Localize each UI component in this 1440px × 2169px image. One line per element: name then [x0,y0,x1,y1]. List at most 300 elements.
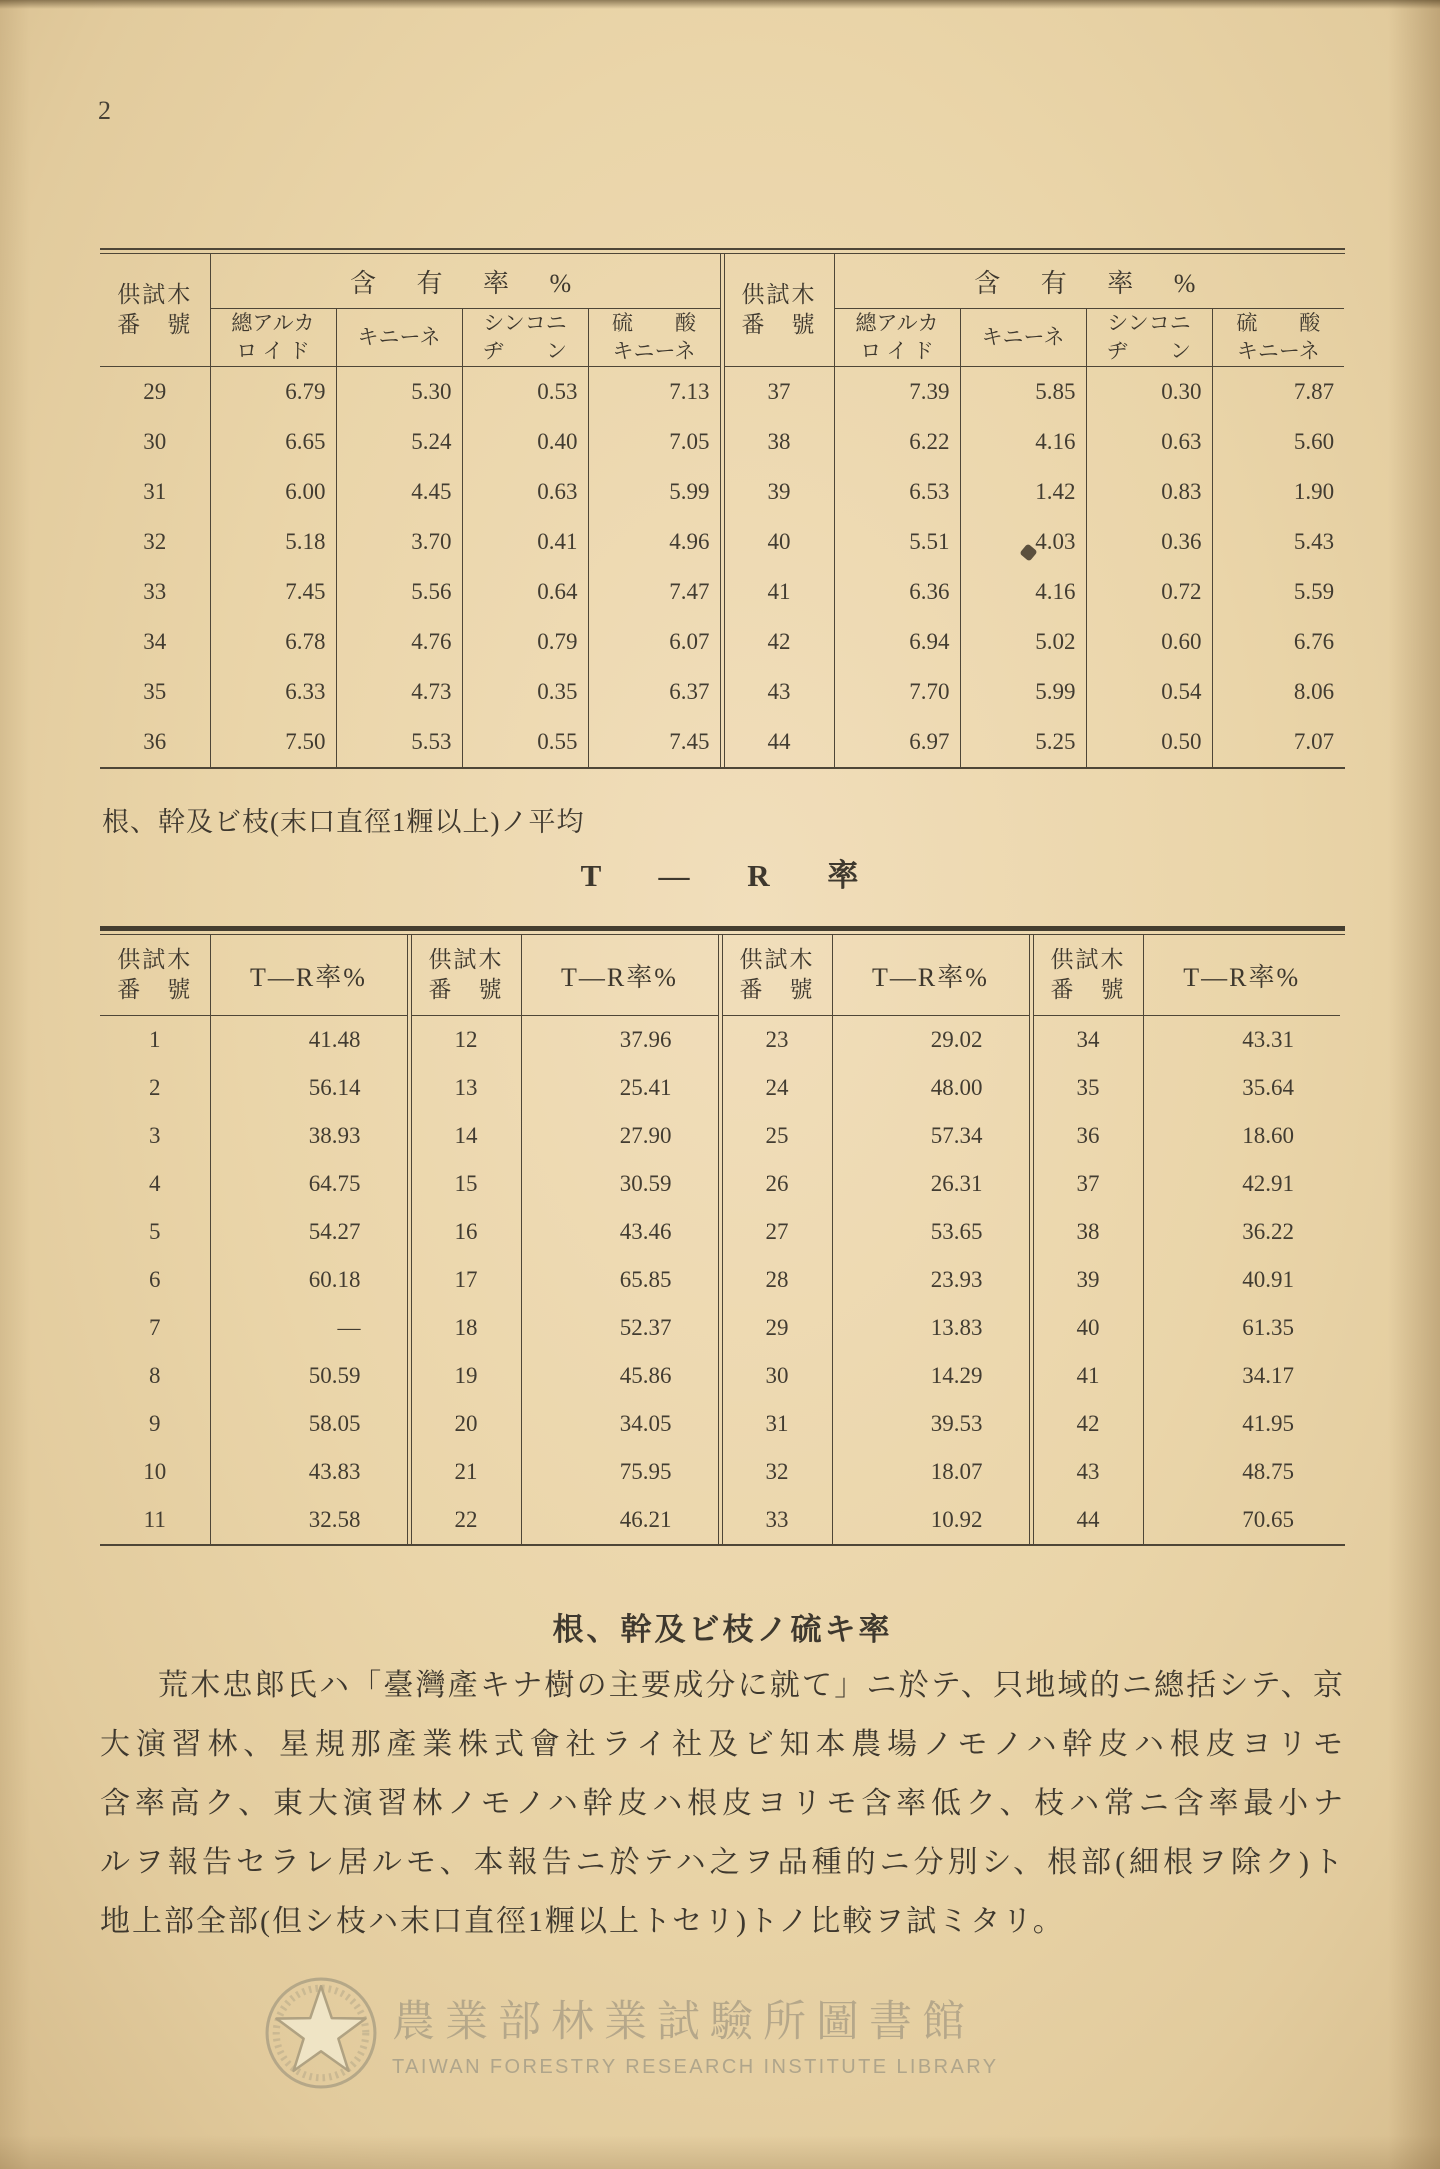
value-cell: 58.05 [210,1400,407,1448]
table-row [1033,1352,1340,1400]
specimen-number-cell: 34 [143,628,167,654]
table-body [411,1016,718,1545]
value-cell: 0.72 [1086,567,1212,617]
value-cell: 8.06 [1212,667,1344,717]
table-row [100,717,720,767]
value-cell: 52.37 [521,1304,718,1352]
header-line: 硫 酸 [612,311,697,335]
value-cell: 0.60 [1086,617,1212,667]
tr-group-1 [100,935,408,1544]
specimen-number-cell: 27 [765,1219,789,1244]
library-name-en: TAIWAN FORESTRY RESEARCH INSTITUTE LIBRARY [392,2055,999,2078]
value-cell: 18.60 [1143,1112,1340,1160]
content-rate-table [100,248,1345,769]
table-note: 根、幹及ビ枝(末口直徑1糎以上)ノ平均 [102,807,585,837]
value-cell: 18.07 [832,1448,1029,1496]
value-cell: 0.53 [462,366,588,417]
table-row [411,1400,718,1448]
body-paragraph [100,1656,1345,1951]
value-cell: 0.54 [1086,667,1212,717]
table-row [722,1448,1029,1496]
table-row [722,1112,1029,1160]
value-cell: 50.59 [210,1352,407,1400]
header-line: ヂ ン [483,339,567,364]
tr-rate-title: T — R 率 [580,858,865,893]
table-row [411,1448,718,1496]
table-row [100,667,720,717]
table-row [411,1256,718,1304]
specimen-header-line1: 供試木 [1050,947,1126,973]
table-row [411,1064,718,1112]
specimen-number-header [1033,935,1143,1016]
content-rate-table-left [100,254,721,767]
institute-logo-icon [264,1976,378,2090]
specimen-number-cell: 38 [767,428,791,454]
specimen-number-cell: 36 [143,728,167,754]
specimen-number-cell: 28 [765,1267,789,1292]
value-cell: 0.55 [462,717,588,767]
quinine-header [336,309,462,367]
value-cell: 6.78 [210,617,336,667]
value-cell: 5.60 [1212,417,1344,467]
table-header [722,935,1029,1016]
table-row [100,1064,407,1112]
specimen-number-cell: 12 [454,1027,478,1052]
value-cell: 7.87 [1212,366,1344,417]
value-cell: 7.47 [588,567,720,617]
value-cell: 43.83 [210,1448,407,1496]
specimen-number-cell: 11 [143,1507,166,1532]
table-row [100,366,720,417]
table-row [722,1208,1029,1256]
specimen-number-cell: 2 [149,1075,161,1100]
page-number: 2 [98,96,111,125]
value-cell: 65.85 [521,1256,718,1304]
specimen-number-cell: 4 [149,1171,161,1196]
table-top-rule [100,248,1345,250]
value-cell: 6.53 [834,467,960,517]
value-cell: 0.64 [462,567,588,617]
specimen-number-cell: 10 [143,1459,167,1484]
header-line: キニーネ [612,339,696,364]
value-cell: 29.02 [832,1016,1029,1065]
value-cell: 6.36 [834,567,960,617]
value-cell: 13.83 [832,1304,1029,1352]
value-cell: 56.14 [210,1064,407,1112]
table-row [724,517,1344,567]
value-cell: 5.30 [336,366,462,417]
value-cell: 0.36 [1086,517,1212,567]
specimen-number-cell: 25 [765,1123,789,1148]
cinchonidine-header [1086,309,1212,367]
specimen-number-cell: 7 [149,1315,161,1340]
specimen-number-cell: 18 [454,1315,478,1340]
specimen-number-cell: 35 [143,678,167,704]
specimen-number-cell: 9 [149,1411,161,1436]
value-cell: 14.29 [832,1352,1029,1400]
paragraph-line: 大演習林、星規那產業株式會社ライ社及ビ知本農場ノモノハ幹皮ハ根皮ヨリモ [100,1728,1345,1761]
paragraph-line: ルヲ報告セラレ居ルモ、本報告ニ於テハ之ヲ品種的ニ分別シ、根部(細根ヲ除ク)ト [100,1846,1345,1879]
value-cell: 41.95 [1143,1400,1340,1448]
table-row [724,717,1344,767]
value-cell: 6.22 [834,417,960,467]
value-cell: 7.39 [834,366,960,417]
value-cell: 45.86 [521,1352,718,1400]
header-line: 總アルカ [855,311,939,335]
value-cell: 57.34 [832,1112,1029,1160]
specimen-number-cell: 38 [1076,1219,1100,1244]
value-cell: 4.03 [960,517,1086,567]
table-row [411,1304,718,1352]
value-cell: 43.31 [1143,1016,1340,1065]
table-row [411,1160,718,1208]
table-row [1033,1064,1340,1112]
value-cell: 36.22 [1143,1208,1340,1256]
value-cell: 4.76 [336,617,462,667]
value-cell: 7.05 [588,417,720,467]
table-row [100,1448,407,1496]
table-row [100,517,720,567]
specimen-number-cell: 21 [454,1459,478,1484]
table-halves [100,254,1345,767]
content-rate-table-right [724,254,1345,767]
value-cell: 23.93 [832,1256,1029,1304]
library-name-jp: 農業部林業試驗所圖書館 [392,1997,975,2046]
table-row [411,1016,718,1065]
table-row [411,1112,718,1160]
table-row [722,1352,1029,1400]
table-row [100,1112,407,1160]
specimen-number-cell: 1 [149,1027,161,1052]
table-header [724,254,1344,366]
value-cell: 0.50 [1086,717,1212,767]
specimen-number-header [411,935,521,1016]
table-row [1033,1256,1340,1304]
value-cell: 43.46 [521,1208,718,1256]
table-row [724,366,1344,417]
specimen-number-cell: 17 [454,1267,478,1292]
value-cell: 6.65 [210,417,336,467]
value-cell: 0.83 [1086,467,1212,517]
table-groups [100,935,1345,1544]
value-cell: 6.07 [588,617,720,667]
paragraph-line: 地上部全部(但シ枝ハ末口直徑1糎以上トセリ)トノ比較ヲ試ミタリ。 [100,1905,1065,1938]
specimen-number-cell: 20 [454,1411,478,1436]
specimen-number-cell: 31 [765,1411,789,1436]
specimen-number-header [100,935,210,1016]
specimen-number-cell: 43 [1076,1459,1100,1484]
specimen-header-line2: 番 號 [1050,977,1126,1002]
value-cell: 32.58 [210,1496,407,1544]
specimen-number-cell: 19 [454,1363,478,1388]
table-row [724,567,1344,617]
value-cell: 4.45 [336,467,462,517]
value-cell: 7.70 [834,667,960,717]
content-rate-group-header: 含 有 率 % [210,254,720,309]
specimen-number-cell: 13 [454,1075,478,1100]
table-row [722,1256,1029,1304]
table-row [1033,1112,1340,1160]
header-line: 硫 酸 [1236,311,1321,335]
table-row [724,667,1344,717]
value-cell: 0.35 [462,667,588,717]
value-cell: 5.25 [960,717,1086,767]
table-header [100,254,720,366]
specimen-number-cell: 42 [767,628,791,654]
value-cell: 0.63 [462,467,588,517]
header-line: シンコニ [1107,311,1191,335]
specimen-number-cell: 15 [454,1171,478,1196]
table-row [1033,1496,1340,1544]
specimen-header-line1: 供試木 [741,281,817,307]
table-header [1033,935,1340,1016]
specimen-number-cell: 39 [1076,1267,1100,1292]
value-cell: 37.96 [521,1016,718,1065]
specimen-number-cell: 24 [765,1075,789,1100]
specimen-header-line2: 番 號 [741,311,817,337]
specimen-number-cell: 35 [1076,1075,1100,1100]
specimen-number-cell: 41 [767,578,791,604]
specimen-number-cell: 16 [454,1219,478,1244]
table-body [100,1016,407,1545]
value-cell: 26.31 [832,1160,1029,1208]
value-cell: 5.56 [336,567,462,617]
table-row [1033,1400,1340,1448]
total-alkaloid-header [834,309,960,367]
specimen-header-line2: 番 號 [117,311,193,337]
value-cell: 5.51 [834,517,960,567]
specimen-number-cell: 42 [1076,1411,1100,1436]
content-rate-group-header: 含 有 率 % [834,254,1344,309]
tr-rate-table [100,926,1345,1546]
specimen-header-line1: 供試木 [428,947,504,973]
table-row [722,1400,1029,1448]
value-cell: 0.79 [462,617,588,667]
table-row [724,617,1344,667]
specimen-number-header [100,254,210,366]
table-row [722,1064,1029,1112]
tr-group-3 [722,935,1030,1544]
table-row [724,467,1344,517]
table-row [722,1496,1029,1544]
header-line: ロ イ ド [860,339,934,364]
specimen-number-header [722,935,832,1016]
value-cell: 5.99 [960,667,1086,717]
specimen-number-cell: 40 [1076,1315,1100,1340]
value-cell: 39.53 [832,1400,1029,1448]
value-cell: 6.97 [834,717,960,767]
paragraph-line: 荒木忠郞氏ハ「臺灣產キナ樹の主要成分に就て」ニ於テ、只地域的ニ總括シテ、京 [158,1669,1345,1702]
table-row [100,1160,407,1208]
table-row [1033,1304,1340,1352]
specimen-number-cell: 44 [1076,1507,1100,1532]
specimen-number-cell: 26 [765,1171,789,1196]
value-cell: 48.75 [1143,1448,1340,1496]
value-cell: 5.24 [336,417,462,467]
library-stamp [264,1976,998,2090]
table-row [411,1208,718,1256]
table-row [722,1304,1029,1352]
specimen-number-cell: 8 [149,1363,161,1388]
table-bottom-rule [100,1544,1345,1546]
specimen-number-cell: 3 [149,1123,161,1148]
quinine-sulfate-header [1212,309,1344,367]
value-cell: 48.00 [832,1064,1029,1112]
value-cell: 7.13 [588,366,720,417]
value-cell: 54.27 [210,1208,407,1256]
header-line: シンコニ [483,311,567,335]
table-body-right [724,366,1344,767]
specimen-number-cell: 37 [767,378,791,404]
specimen-number-cell: 30 [765,1363,789,1388]
table-row [100,467,720,517]
specimen-number-cell: 22 [454,1507,478,1532]
value-cell: 10.92 [832,1496,1029,1544]
value-cell: 6.76 [1212,617,1344,667]
value-cell: 0.63 [1086,417,1212,467]
value-cell: 6.37 [588,667,720,717]
value-cell: 4.16 [960,567,1086,617]
value-cell: 7.50 [210,717,336,767]
table-row [100,567,720,617]
total-alkaloid-header [210,309,336,367]
tr-group-2 [411,935,719,1544]
value-cell: 6.00 [210,467,336,517]
table-row [100,1304,407,1352]
specimen-number-cell: 23 [765,1027,789,1052]
specimen-number-cell: 39 [767,478,791,504]
header-line: キニーネ [357,325,441,350]
value-cell: 4.73 [336,667,462,717]
value-cell: 30.59 [521,1160,718,1208]
specimen-number-cell: 30 [143,428,167,454]
specimen-number-cell: 33 [143,578,167,604]
table-row [1033,1208,1340,1256]
specimen-header-line1: 供試木 [739,947,815,973]
value-cell: 53.65 [832,1208,1029,1256]
paragraph-line: 含率高ク、東大演習林ノモノハ幹皮ハ根皮ヨリモ含率低ク、枝ハ常ニ含率最小ナ [100,1787,1345,1820]
value-cell: 46.21 [521,1496,718,1544]
value-cell: 4.96 [588,517,720,567]
value-cell: 4.16 [960,417,1086,467]
value-cell: 42.91 [1143,1160,1340,1208]
header-line: ヂ ン [1107,339,1192,364]
table-row [100,1208,407,1256]
table-row [722,1160,1029,1208]
table-body [722,1016,1029,1545]
table-row [1033,1160,1340,1208]
value-cell: 64.75 [210,1160,407,1208]
specimen-number-cell: 6 [149,1267,161,1292]
value-cell: 1.42 [960,467,1086,517]
specimen-number-cell: 44 [767,728,791,754]
value-cell: 6.94 [834,617,960,667]
specimen-number-cell: 34 [1076,1027,1100,1052]
tr-rate-header: T—R率% [832,935,1029,1016]
specimen-number-cell: 36 [1076,1123,1100,1148]
value-cell: 0.40 [462,417,588,467]
quinine-header [960,309,1086,367]
tr-rate-header: T—R率% [210,935,407,1016]
specimen-number-cell: 32 [143,528,167,554]
table-row [1033,1016,1340,1065]
value-cell: 35.64 [1143,1064,1340,1112]
section-heading: 根、幹及ビ枝ノ硫キ率 [552,1612,893,1647]
specimen-number-header [724,254,834,366]
value-cell: 75.95 [521,1448,718,1496]
header-line: ロ イ ド [236,339,310,364]
value-cell: 5.59 [1212,567,1344,617]
library-stamp-text [392,1988,998,2079]
table-row [100,1496,407,1544]
value-cell: 5.43 [1212,517,1344,567]
specimen-header-line1: 供試木 [117,947,193,973]
specimen-number-cell: 5 [149,1219,161,1244]
specimen-number-cell: 33 [765,1507,789,1532]
value-cell: 6.33 [210,667,336,717]
value-cell: 41.48 [210,1016,407,1065]
value-cell: 60.18 [210,1256,407,1304]
table-body-left [100,366,720,767]
specimen-header-line2: 番 號 [117,977,193,1002]
table-row [724,417,1344,467]
value-cell: 5.02 [960,617,1086,667]
tr-group-4 [1033,935,1341,1544]
table-row [100,417,720,467]
table-row [100,617,720,667]
value-cell: 61.35 [1143,1304,1340,1352]
table-header [100,935,407,1016]
value-cell: 5.99 [588,467,720,517]
value-cell: 0.41 [462,517,588,567]
specimen-number-cell: 37 [1076,1171,1100,1196]
specimen-header-line2: 番 號 [739,977,815,1002]
table-row [100,1352,407,1400]
specimen-header-line2: 番 號 [428,977,504,1002]
tr-rate-header: T—R率% [521,935,718,1016]
specimen-number-cell: 29 [765,1315,789,1340]
cinchonidine-header [462,309,588,367]
table-row [100,1256,407,1304]
value-cell: 5.85 [960,366,1086,417]
table-header [411,935,718,1016]
quinine-sulfate-header [588,309,720,367]
tr-rate-header: T—R率% [1143,935,1340,1016]
value-cell: 34.05 [521,1400,718,1448]
value-cell: 7.45 [210,567,336,617]
table-row [100,1400,407,1448]
value-cell: 34.17 [1143,1352,1340,1400]
specimen-header-line1: 供試木 [117,281,193,307]
value-cell: 5.18 [210,517,336,567]
value-cell: 6.79 [210,366,336,417]
value-cell: 40.91 [1143,1256,1340,1304]
value-cell: 5.53 [336,717,462,767]
table-row [722,1016,1029,1065]
table-row [411,1352,718,1400]
specimen-number-cell: 14 [454,1123,478,1148]
value-cell: 38.93 [210,1112,407,1160]
specimen-number-cell: 32 [765,1459,789,1484]
value-cell: 0.30 [1086,366,1212,417]
value-cell: 1.90 [1212,467,1344,517]
specimen-number-cell: 43 [767,678,791,704]
table-body [1033,1016,1340,1545]
value-cell: 3.70 [336,517,462,567]
value-cell: 70.65 [1143,1496,1340,1544]
value-cell: — [210,1304,407,1352]
header-line: 總アルカ [231,311,315,335]
